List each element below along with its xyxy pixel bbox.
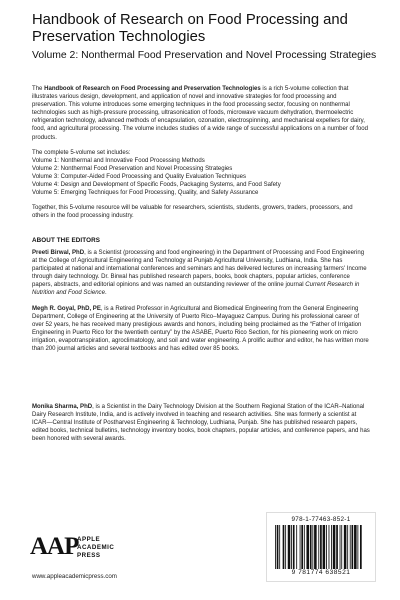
volume-item: Volume 2: Nonthermal Food Preservation and Novel Processing Strategies [32,166,233,173]
editor-bio-text: , is a Scientist (processing and food engineering) in the Department of Processing and Food Engineering at the College of Agricultural Engineering and Technology at Punjab Agricultural University, Ludhiana, India. She has participated at national and international conferences and seminars and has delivered lectures on increasing farmers' Income through dairy technology. Dr. Birwal has published research papers, books, book chapters, popular articles, conference papers, abstracts, and editorial opinions and was named an outstanding reviewer of the online journal [32,250,367,289]
intro-text: is a rich 5-volume collection that illustrates various design, development, and application of novel and innovative strategies for food processing and preservation. This volume introduces some emerging techniques in the food processing sector, focusing on nonthermal technologies such as high-pressure processing, ultrasonication of foods, microwave vacuum dehydration, thermoelectric refrigeration technology, advanced methods of encapsulation, ozonation, electrospinning, and mechanical expellers for dairy, food, and agricultural processing. The volume includes studies of a wide range of successful applications on a number of food products. [32,86,369,141]
book-title: Handbook of Research on Food Processing and Preservation Technologies [32,12,348,45]
editor-bio [32,249,370,298]
set-intro: The complete 5-volume set includes: [32,150,131,156]
publisher-name [77,536,114,560]
volume-item: Volume 5: Emerging Techniques for Food Processing, Quality, and Safety Assurance [32,190,259,197]
volume-item: Volume 1: Nonthermal and Innovative Food Processing Methods [32,158,205,165]
volume-item: Volume 4: Design and Development of Specific Foods, Packaging Systems, and Food Safety [32,182,281,189]
editor-name: Monika Sharma, PhD [32,404,93,410]
editor-name: Megh R. Goyal, PhD, PE [32,306,101,312]
volume-set-list [32,149,370,198]
intro-paragraph [32,85,370,142]
publisher-logo-mark: AAP [30,533,79,560]
publisher-website: www.appleacademicpress.com [32,573,117,580]
publisher-name-line: APPLE [77,536,101,543]
editor-bio-text: , is a Retired Professor in Agricultural and Biomedical Engineering from the General Engineering Department, College of Engineering at the University of Puerto Rico–Mayaguez Campus. During his professional career of over 52 years, he has received many prestigious awards and honors, including being proclaimed as the “Father of Irrigation Engineering in Puerto Rico for the twentieth century” by the ASABE, Puerto Rico Section, for his pioneering work on micro irrigation, evapotranspiration, agroclimatology, and soil and water engineering. A prolific author and editor, he has written more than 200 journal articles and several textbooks and has edited over 85 books. [32,306,369,353]
publisher-logo [30,533,150,563]
editor-bio-end: . [104,290,107,297]
editor-name: Preeti Birwal, PhD [32,250,85,256]
editor-bio-text: , is a Scientist in the Dairy Technology Division at the Southern Regional Station of the ICAR–National Dairy Research Institute, India, and is actively involved in teaching and research activities. She was formerly a scientist at ICAR—Central Institute of Postharvest Engineering & Technology, Ludhiana, Punjab. She has published research papers, edited books, technical bulletins, technology inventory books, book chapters, popular articles, and conference papers, and has been honored with several awards. [32,404,370,443]
volume-item: Volume 3: Computer-Aided Food Processing and Quality Evaluation Techniques [32,174,247,181]
publisher-name-line: PRESS [77,552,101,559]
publisher-name-line: ACADEMIC [77,544,115,551]
together-paragraph: Together, this 5-volume resource will be valuable for researchers, scientists, students, growers, traders, processors, and others in the food processing industry. [32,205,353,220]
editor-bio [32,403,370,443]
editor-bio [32,305,370,354]
journal-name: Current Research in Nutrition and Food Science [32,282,360,297]
barcode-icon [273,525,369,569]
isbn-number: 978-1-77463-852-1 [291,516,351,523]
ean-number: 9 781774 638521 [291,569,351,576]
editors-heading: ABOUT THE EDITORS [32,237,101,244]
intro-book-name: Handbook of Research on Food Processing and Preservation Technologies [44,86,261,92]
volume-subtitle: Volume 2: Nonthermal Food Preservation and Novel Processing Strategies [32,50,377,61]
isbn-barcode-box [266,512,376,582]
intro-lead: The [32,86,45,92]
